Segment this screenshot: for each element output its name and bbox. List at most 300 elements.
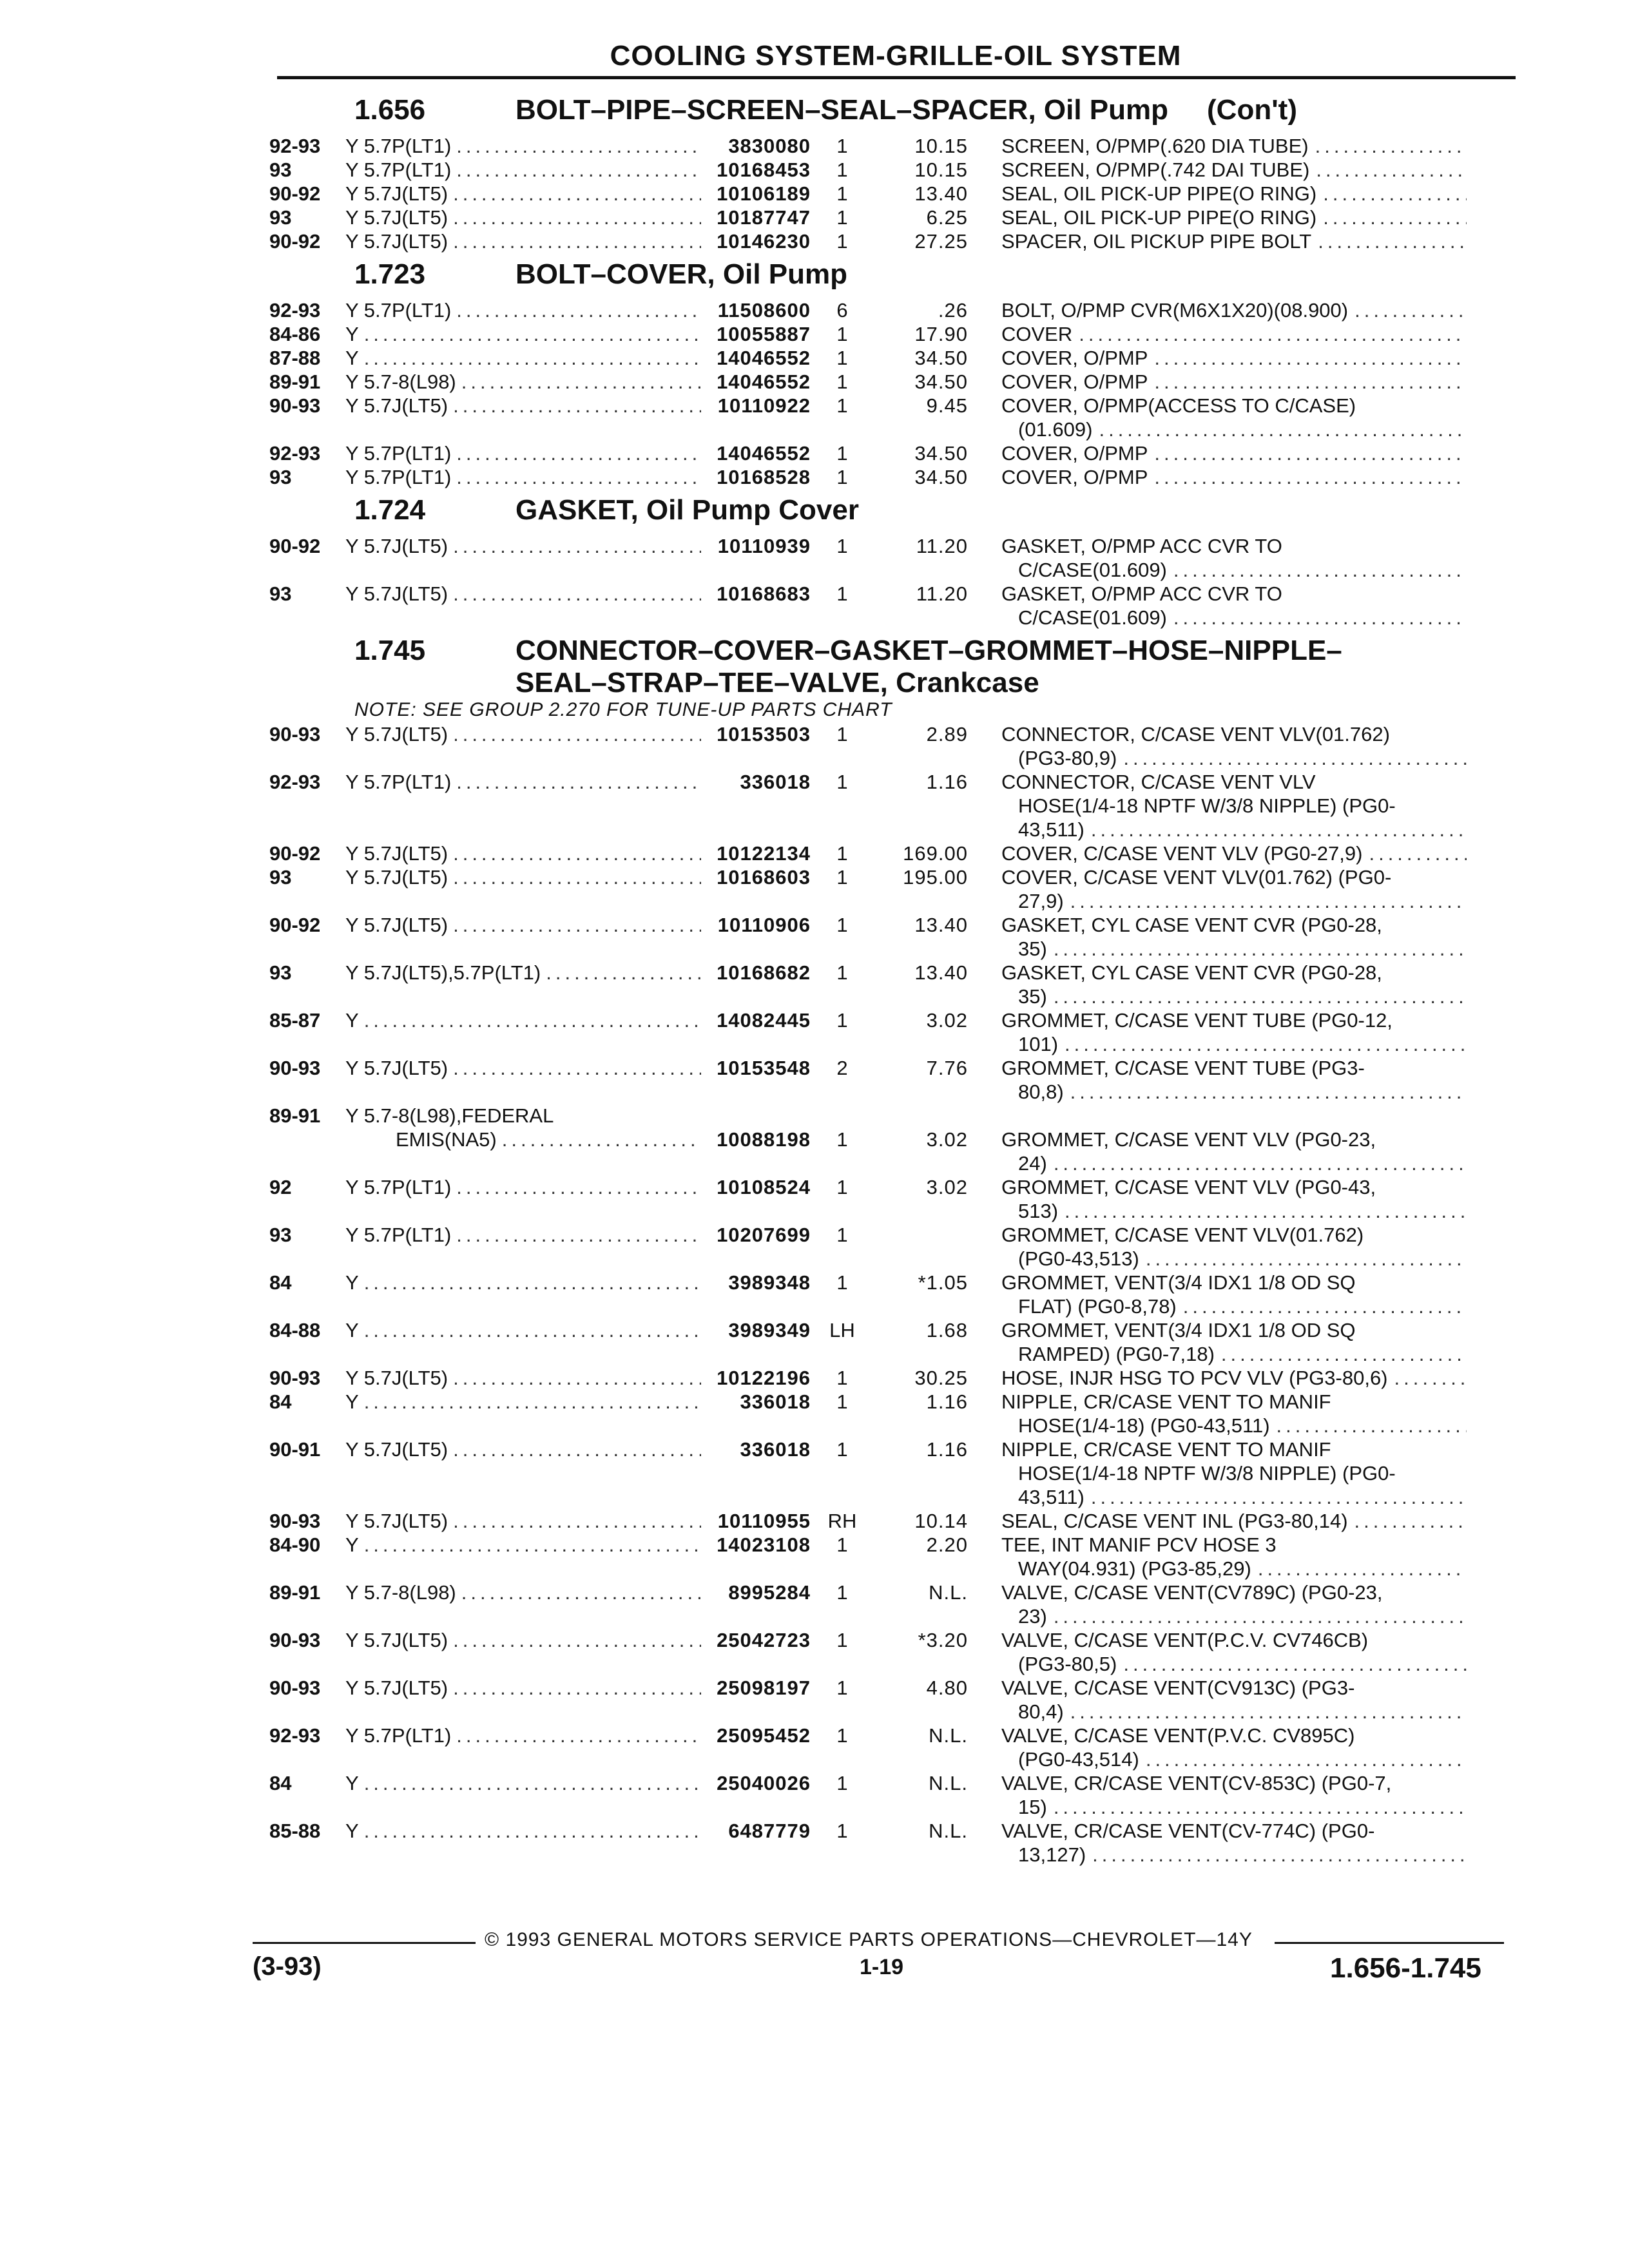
part-description bbox=[968, 229, 1467, 253]
footer-revision-date: (3-93) bbox=[253, 1952, 322, 1981]
description-text: GROMMET, VENT(3/4 IDX1 1/8 OD SQ bbox=[1001, 1271, 1356, 1294]
quantity: 1 bbox=[836, 771, 848, 793]
description-text: COVER, O/PMP bbox=[1001, 466, 1148, 488]
part-row bbox=[269, 1318, 1519, 1366]
leader-dots bbox=[448, 841, 701, 865]
leader-dots bbox=[456, 370, 701, 394]
leader-dots bbox=[1167, 558, 1467, 582]
quantity: 1 bbox=[836, 182, 848, 205]
quantity: RH bbox=[827, 1510, 857, 1532]
model-code bbox=[345, 961, 701, 1008]
description-line bbox=[1001, 1151, 1467, 1175]
model-label: Y 5.7P(LT1) bbox=[345, 1224, 452, 1246]
part-number: 14046552 bbox=[717, 442, 811, 465]
part-description bbox=[968, 298, 1467, 322]
leader-dots bbox=[448, 1056, 701, 1104]
description-line bbox=[1001, 1223, 1467, 1247]
description-text: COVER, O/PMP bbox=[1001, 442, 1148, 465]
model-code bbox=[345, 1509, 701, 1533]
description-text: 23) bbox=[1018, 1605, 1047, 1628]
description-line bbox=[1001, 441, 1467, 465]
list-price: 6.25 bbox=[926, 206, 968, 229]
part-row bbox=[269, 1366, 1519, 1390]
leader-dots bbox=[541, 961, 701, 1008]
part-number: 10110939 bbox=[717, 535, 811, 557]
leader-dots bbox=[1177, 1294, 1467, 1318]
quantity: 1 bbox=[836, 1367, 848, 1389]
leader-dots bbox=[1270, 1414, 1467, 1437]
leader-dots bbox=[448, 582, 701, 629]
part-row bbox=[269, 465, 1519, 489]
part-number: 10110955 bbox=[717, 1510, 811, 1532]
list-price: 7.76 bbox=[926, 1057, 968, 1079]
model-years: 90-93 bbox=[269, 1510, 321, 1532]
leader-dots bbox=[448, 229, 701, 253]
leader-dots bbox=[359, 1390, 701, 1437]
section-title-group bbox=[516, 94, 1297, 126]
part-number: 25040026 bbox=[717, 1772, 811, 1794]
model-code bbox=[345, 1318, 701, 1366]
leader-dots bbox=[448, 1676, 701, 1724]
list-price: 3.02 bbox=[926, 1128, 968, 1151]
part-number: 336018 bbox=[740, 1438, 811, 1461]
model-code bbox=[345, 1390, 701, 1437]
description-text: GROMMET, C/CASE VENT VLV(01.762) bbox=[1001, 1224, 1364, 1246]
description-text: 80,8) bbox=[1018, 1081, 1064, 1103]
leader-dots bbox=[1058, 1199, 1467, 1223]
model-label: Y 5.7J(LT5) bbox=[345, 182, 448, 205]
description-text: TEE, INT MANIF PCV HOSE 3 bbox=[1001, 1533, 1277, 1556]
list-price: 10.15 bbox=[914, 135, 968, 157]
description-line bbox=[1001, 746, 1467, 770]
description-line bbox=[1001, 1724, 1467, 1747]
quantity: 1 bbox=[836, 1009, 848, 1032]
description-text: GASKET, CYL CASE VENT CVR (PG0-28, bbox=[1001, 914, 1382, 936]
list-price: 1.68 bbox=[926, 1319, 968, 1341]
quantity: 1 bbox=[836, 1128, 848, 1151]
description-text: (PG0-43,513) bbox=[1018, 1247, 1139, 1270]
leader-dots bbox=[451, 1724, 701, 1771]
model-label: Y 5.7-8(L98) bbox=[345, 1581, 456, 1604]
part-row bbox=[269, 1390, 1519, 1437]
description-line bbox=[1001, 370, 1467, 394]
part-number: 10146230 bbox=[717, 230, 811, 253]
description-line bbox=[1001, 1056, 1467, 1080]
leader-dots bbox=[1309, 158, 1467, 182]
quantity: 1 bbox=[836, 206, 848, 229]
section-continued-tag: (Con't) bbox=[1207, 94, 1297, 126]
model-label: Y bbox=[345, 1533, 359, 1556]
description-line bbox=[1001, 534, 1467, 558]
description-line bbox=[1001, 1318, 1467, 1342]
description-text: WAY(04.931) (PG3-85,29) bbox=[1018, 1557, 1251, 1580]
model-code bbox=[345, 722, 701, 770]
quantity: 1 bbox=[836, 961, 848, 984]
description-text: COVER bbox=[1001, 323, 1073, 345]
description-line bbox=[1001, 1628, 1467, 1652]
part-row bbox=[269, 1771, 1519, 1819]
quantity: 1 bbox=[836, 323, 848, 345]
description-line bbox=[1001, 582, 1467, 606]
model-label: EMIS(NA5) bbox=[396, 1128, 497, 1151]
model-code bbox=[345, 1628, 701, 1676]
model-code bbox=[345, 1008, 701, 1056]
description-text: SEAL, C/CASE VENT INL (PG3-80,14) bbox=[1001, 1510, 1348, 1532]
leader-dots bbox=[451, 770, 701, 841]
part-row bbox=[269, 534, 1519, 582]
description-text: C/CASE(01.609) bbox=[1018, 606, 1167, 629]
model-label: Y 5.7J(LT5),5.7P(LT1) bbox=[345, 961, 541, 984]
model-years: 87-88 bbox=[269, 347, 321, 369]
part-row bbox=[269, 582, 1519, 629]
description-line bbox=[1001, 1366, 1467, 1390]
leader-dots bbox=[359, 1008, 701, 1056]
description-line bbox=[1001, 158, 1467, 182]
description-line bbox=[1001, 1771, 1467, 1795]
description-text: HOSE(1/4-18) (PG0-43,511) bbox=[1018, 1414, 1270, 1437]
description-text: 101) bbox=[1018, 1033, 1059, 1055]
model-code bbox=[345, 322, 701, 346]
description-line bbox=[1001, 1294, 1467, 1318]
part-description bbox=[968, 841, 1467, 865]
description-text: GROMMET, VENT(3/4 IDX1 1/8 OD SQ bbox=[1001, 1319, 1356, 1341]
leader-dots bbox=[451, 465, 701, 489]
description-text: GASKET, O/PMP ACC CVR TO bbox=[1001, 582, 1282, 605]
leader-dots bbox=[451, 1175, 701, 1223]
leader-dots bbox=[448, 206, 701, 229]
leader-dots bbox=[1084, 818, 1467, 841]
description-text: SEAL, OIL PICK-UP PIPE(O RING) bbox=[1001, 182, 1317, 205]
description-text: VALVE, C/CASE VENT(P.C.V. CV746CB) bbox=[1001, 1629, 1369, 1651]
description-line bbox=[1001, 1271, 1467, 1294]
model-label: Y 5.7J(LT5) bbox=[345, 1629, 448, 1651]
leader-dots bbox=[451, 441, 701, 465]
description-text: SPACER, OIL PICKUP PIPE BOLT bbox=[1001, 230, 1312, 253]
description-line bbox=[1001, 206, 1467, 229]
model-years: 92-93 bbox=[269, 771, 321, 793]
quantity: 1 bbox=[836, 1820, 848, 1842]
model-years: 89-91 bbox=[269, 370, 321, 393]
part-description bbox=[968, 134, 1467, 158]
list-price: 11.20 bbox=[916, 582, 968, 605]
model-years: 93 bbox=[269, 466, 292, 488]
part-number: 336018 bbox=[740, 1390, 811, 1413]
list-price: 13.40 bbox=[914, 182, 968, 205]
part-number: 8995284 bbox=[728, 1581, 811, 1604]
quantity: LH bbox=[829, 1319, 855, 1341]
model-label: Y bbox=[345, 1271, 359, 1294]
leader-dots bbox=[448, 865, 701, 913]
model-code bbox=[345, 865, 701, 913]
description-line bbox=[1001, 558, 1467, 582]
description-text: GASKET, O/PMP ACC CVR TO bbox=[1001, 535, 1282, 557]
quantity: 1 bbox=[836, 370, 848, 393]
model-years: 90-92 bbox=[269, 230, 321, 253]
model-code bbox=[345, 229, 701, 253]
list-price: 30.25 bbox=[914, 1367, 968, 1389]
section-header bbox=[269, 494, 1519, 534]
description-text: RAMPED) (PG0-7,18) bbox=[1018, 1343, 1215, 1365]
description-text: BOLT, O/PMP CVR(M6X1X20)(08.900) bbox=[1001, 299, 1349, 322]
section-header bbox=[269, 94, 1519, 134]
quantity: 1 bbox=[836, 1581, 848, 1604]
description-text: NIPPLE, CR/CASE VENT TO MANIF bbox=[1001, 1390, 1331, 1413]
model-years: 84 bbox=[269, 1271, 292, 1294]
model-years: 92-93 bbox=[269, 299, 321, 322]
part-row bbox=[269, 1175, 1519, 1223]
description-text: (01.609) bbox=[1018, 418, 1093, 441]
model-years: 90-91 bbox=[269, 1438, 321, 1461]
model-years: 90-92 bbox=[269, 535, 321, 557]
leader-dots bbox=[448, 1509, 701, 1533]
part-number: 11508600 bbox=[717, 299, 811, 322]
description-text: VALVE, CR/CASE VENT(CV-774C) (PG0- bbox=[1001, 1820, 1375, 1842]
leader-dots bbox=[1316, 182, 1467, 206]
description-text: CONNECTOR, C/CASE VENT VLV(01.762) bbox=[1001, 723, 1390, 745]
description-text: GROMMET, C/CASE VENT VLV (PG0-23, bbox=[1001, 1128, 1376, 1151]
description-line bbox=[1001, 1700, 1467, 1724]
footer-rule-right bbox=[1275, 1942, 1504, 1944]
model-years: 93 bbox=[269, 582, 292, 605]
model-label: Y 5.7J(LT5) bbox=[345, 230, 448, 253]
model-code bbox=[345, 841, 701, 865]
list-price: 10.14 bbox=[914, 1510, 968, 1532]
model-code bbox=[345, 158, 701, 182]
description-text: FLAT) (PG0-8,78) bbox=[1018, 1295, 1177, 1318]
leader-dots bbox=[451, 134, 701, 158]
quantity: 1 bbox=[836, 1438, 848, 1461]
model-code bbox=[345, 913, 701, 961]
model-label: Y 5.7J(LT5) bbox=[345, 1057, 448, 1079]
footer-rule-left bbox=[253, 1942, 476, 1944]
description-text: 27,9) bbox=[1018, 890, 1064, 912]
part-description bbox=[968, 1390, 1467, 1437]
quantity: 1 bbox=[836, 1390, 848, 1413]
section-header-line bbox=[269, 635, 1519, 667]
description-text: COVER, O/PMP bbox=[1001, 370, 1148, 393]
model-label: Y 5.7J(LT5) bbox=[345, 914, 448, 936]
part-description bbox=[968, 346, 1467, 370]
description-line bbox=[1001, 770, 1467, 794]
description-text: 43,511) bbox=[1018, 818, 1084, 841]
model-years: 90-93 bbox=[269, 1629, 321, 1651]
description-line bbox=[1001, 298, 1467, 322]
footer-copyright: © 1993 GENERAL MOTORS SERVICE PARTS OPERATIONS—CHEVROLET—14Y bbox=[485, 1929, 1253, 1950]
model-code bbox=[345, 770, 701, 841]
part-description bbox=[968, 1533, 1467, 1581]
quantity: 1 bbox=[836, 1224, 848, 1246]
list-price: 9.45 bbox=[926, 394, 968, 417]
part-description bbox=[968, 1318, 1467, 1366]
leader-dots bbox=[448, 182, 701, 206]
leader-dots bbox=[1167, 606, 1467, 629]
leader-dots bbox=[359, 1771, 701, 1819]
model-years: 92-93 bbox=[269, 442, 321, 465]
part-row bbox=[269, 722, 1519, 770]
part-description bbox=[968, 441, 1467, 465]
description-line bbox=[1001, 1843, 1467, 1867]
description-text: SEAL, OIL PICK-UP PIPE(O RING) bbox=[1001, 206, 1317, 229]
description-text: 80,4) bbox=[1018, 1700, 1064, 1723]
part-description bbox=[968, 1056, 1467, 1104]
leader-dots bbox=[448, 1628, 701, 1676]
model-years: 85-88 bbox=[269, 1820, 321, 1842]
part-description bbox=[968, 206, 1467, 229]
description-line bbox=[1001, 394, 1467, 418]
description-line bbox=[1001, 1390, 1467, 1414]
list-price: 3.02 bbox=[926, 1176, 968, 1198]
description-text: VALVE, C/CASE VENT(P.V.C. CV895C) bbox=[1001, 1724, 1355, 1747]
leader-dots bbox=[448, 1437, 701, 1509]
quantity: 1 bbox=[836, 914, 848, 936]
leader-dots bbox=[451, 1223, 701, 1271]
quantity: 1 bbox=[836, 535, 848, 557]
description-line bbox=[1001, 961, 1467, 985]
leader-dots bbox=[1047, 985, 1467, 1008]
model-label: Y 5.7P(LT1) bbox=[345, 135, 452, 157]
leader-dots bbox=[1047, 1604, 1467, 1628]
part-number: 3830080 bbox=[728, 135, 811, 157]
part-description bbox=[968, 394, 1467, 441]
leader-dots bbox=[1058, 1032, 1467, 1056]
quantity: 1 bbox=[836, 230, 848, 253]
leader-dots bbox=[1064, 1080, 1467, 1104]
description-line bbox=[1001, 1557, 1467, 1581]
part-row bbox=[269, 298, 1519, 322]
quantity: 1 bbox=[836, 1677, 848, 1699]
model-years: 90-93 bbox=[269, 723, 321, 745]
part-number: 10207699 bbox=[717, 1224, 811, 1246]
part-row bbox=[269, 441, 1519, 465]
list-price: .26 bbox=[938, 299, 968, 322]
list-price: 34.50 bbox=[914, 442, 968, 465]
part-row bbox=[269, 865, 1519, 913]
list-price: 1.16 bbox=[926, 771, 968, 793]
list-price: 1.16 bbox=[926, 1438, 968, 1461]
list-price: 34.50 bbox=[914, 370, 968, 393]
part-number: 10168528 bbox=[717, 466, 811, 488]
leader-dots bbox=[1362, 841, 1467, 865]
part-number: 10108524 bbox=[717, 1176, 811, 1198]
model-code bbox=[345, 1128, 701, 1175]
quantity: 1 bbox=[836, 582, 848, 605]
model-label: Y bbox=[345, 323, 359, 345]
part-description bbox=[968, 1819, 1467, 1867]
part-row bbox=[269, 961, 1519, 1008]
part-row bbox=[269, 134, 1519, 158]
part-number: 10153503 bbox=[717, 723, 811, 745]
description-line bbox=[1001, 606, 1467, 629]
section-number: 1.724 bbox=[354, 494, 426, 526]
quantity: 1 bbox=[836, 466, 848, 488]
part-number: 3989349 bbox=[728, 1319, 811, 1341]
description-text: VALVE, CR/CASE VENT(CV-853C) (PG0-7, bbox=[1001, 1772, 1392, 1794]
model-years: 90-92 bbox=[269, 914, 321, 936]
description-line bbox=[1001, 1008, 1467, 1032]
part-description bbox=[968, 1175, 1467, 1223]
model-years: 84-86 bbox=[269, 323, 321, 345]
description-line bbox=[1001, 937, 1467, 961]
description-line bbox=[1001, 1676, 1467, 1700]
quantity: 1 bbox=[836, 1772, 848, 1794]
leader-dots bbox=[1047, 1795, 1467, 1819]
leader-dots bbox=[451, 158, 701, 182]
part-row-lead bbox=[269, 1104, 1519, 1128]
part-row bbox=[269, 1628, 1519, 1676]
model-code bbox=[345, 582, 701, 629]
part-description bbox=[968, 961, 1467, 1008]
model-label: Y 5.7P(LT1) bbox=[345, 299, 452, 322]
leader-dots bbox=[1148, 441, 1467, 465]
part-description bbox=[968, 158, 1467, 182]
list-price: 13.40 bbox=[914, 961, 968, 984]
model-label: Y 5.7J(LT5) bbox=[345, 866, 448, 889]
leader-dots bbox=[1139, 1747, 1467, 1771]
model-label: Y 5.7J(LT5) bbox=[345, 1367, 448, 1389]
leader-dots bbox=[1309, 134, 1467, 158]
part-row bbox=[269, 1223, 1519, 1271]
model-label: Y 5.7J(LT5) bbox=[345, 842, 448, 865]
section-number: 1.745 bbox=[354, 635, 426, 666]
description-text: (PG0-43,514) bbox=[1018, 1748, 1139, 1771]
part-number: 6487779 bbox=[728, 1820, 811, 1842]
model-code bbox=[345, 1533, 701, 1581]
part-number: 10187747 bbox=[717, 206, 811, 229]
part-description bbox=[968, 322, 1467, 346]
model-years: 90-92 bbox=[269, 842, 321, 865]
leader-dots bbox=[359, 322, 701, 346]
description-text: GROMMET, C/CASE VENT TUBE (PG0-12, bbox=[1001, 1009, 1393, 1032]
description-text: HOSE(1/4-18 NPTF W/3/8 NIPPLE) (PG0- bbox=[1018, 1462, 1396, 1485]
list-price: *3.20 bbox=[918, 1629, 968, 1651]
list-price: 27.25 bbox=[914, 230, 968, 253]
quantity: 1 bbox=[836, 159, 848, 181]
model-years: 90-93 bbox=[269, 1367, 321, 1389]
section-title: BOLT–PIPE–SCREEN–SEAL–SPACER, Oil Pump bbox=[516, 94, 1169, 126]
description-text: C/CASE(01.609) bbox=[1018, 559, 1167, 581]
description-text: 13,127) bbox=[1018, 1843, 1086, 1866]
description-line bbox=[1001, 465, 1467, 489]
section-title-group bbox=[516, 258, 847, 291]
model-code bbox=[345, 1056, 701, 1104]
description-line bbox=[1001, 1032, 1467, 1056]
leader-dots bbox=[1215, 1342, 1467, 1366]
part-row bbox=[269, 1509, 1519, 1533]
description-line bbox=[1001, 1247, 1467, 1271]
model-label: Y 5.7P(LT1) bbox=[345, 466, 452, 488]
quantity: 1 bbox=[836, 1629, 848, 1651]
list-price: 4.80 bbox=[926, 1677, 968, 1699]
list-price: 195.00 bbox=[903, 866, 968, 889]
description-line bbox=[1001, 418, 1467, 441]
part-description bbox=[968, 770, 1467, 841]
part-description bbox=[968, 1223, 1467, 1271]
quantity: 1 bbox=[836, 842, 848, 865]
leader-dots bbox=[1047, 1151, 1467, 1175]
part-row bbox=[269, 182, 1519, 206]
description-line bbox=[1001, 1747, 1467, 1771]
leader-dots bbox=[448, 534, 701, 582]
part-row bbox=[269, 322, 1519, 346]
part-number: 10110906 bbox=[717, 914, 811, 936]
description-text: COVER, O/PMP bbox=[1001, 347, 1148, 369]
leader-dots bbox=[1348, 298, 1467, 322]
part-description bbox=[968, 465, 1467, 489]
model-years: 90-92 bbox=[269, 182, 321, 205]
part-row bbox=[269, 394, 1519, 441]
part-description bbox=[968, 1771, 1467, 1819]
model-label: Y bbox=[345, 1319, 359, 1341]
